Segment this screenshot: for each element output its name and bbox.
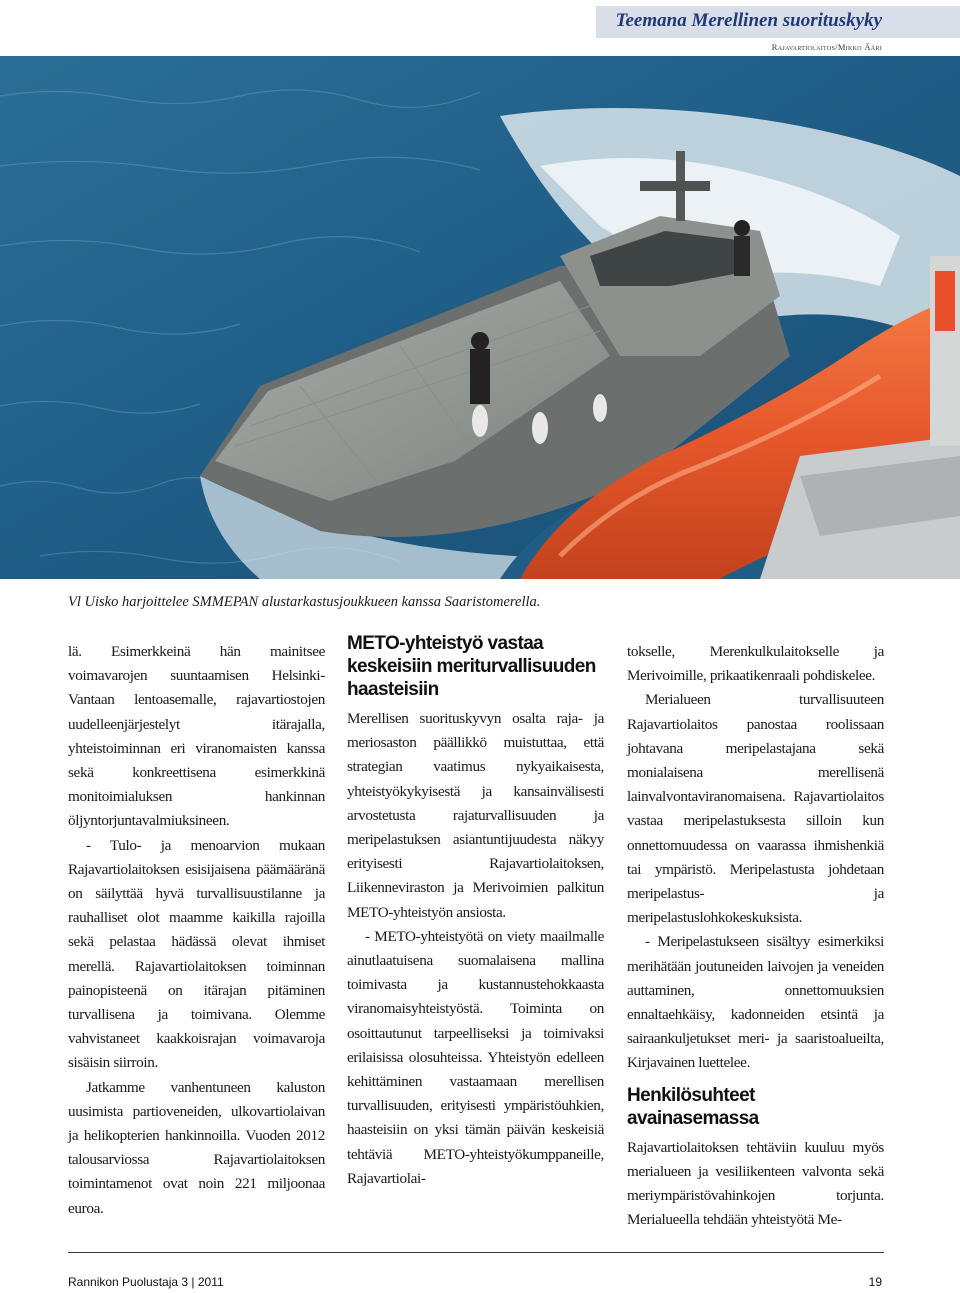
paragraph: Rajavartiolaitoksen tehtäviin kuuluu myös merialueen ja vesiliikenteen valvonta sekä meriympäristövahinkojen torjunta. Merialueella tehdään yhteistyötä Me- (627, 1138, 884, 1229)
paragraph: lä. Esimerkkeinä hän mainitsee voimavarojen suuntaamisen Helsinki-Vantaan lentoasemalle, rajavartiostojen uudelleenjärjestelyt itärajalla, yhteistoiminnan eri viranomaisten kanssa sekä konkreettisena esimerkkinä monitoimialuksen hankinnan öljyntorjuntavalmiuksineen. (68, 643, 325, 830)
paragraph: Merialueen turvallisuuteen Rajavartiolaitos panostaa roolissaan johtavana meripelastajana sekä monialaisena merellisenä lainvalvontaviranomaisena. Rajavartiolaitos vastaa meripelastuksesta silloin kun onnettomuudessa on vaarassa ihmishenkiä tai ympäristö. Meripelastusta johdetaan meripelastus- ja meripelastuslohkokeskuksista. (627, 691, 884, 927)
article-column-1 (68, 640, 325, 1221)
publication-info: Rannikon Puolustaja 3 | 2011 (68, 1275, 224, 1289)
photo-credit: Rajavartiolaitos/Mikko Ääri (771, 42, 882, 52)
paragraph: - METO-yhteistyötä on viety maailmalle ainutlaatuisena suomalaisena mallina toimivasta ja kustannustehokkaasta viranomaisyhteistyöstä. Toiminta on osoittautunut tarpeelliseksi ja toimivaksi erilaisissa olosuhteissa. Yhteistyön edelleen kehittäminen vastaamaan merellisen turvallisuuden, erityisesti ympäristöuhkien, haasteisiin on yksi tämän päivän keskeisiä tehtäviä METO-yhteistyökumppaneille, Rajavartiolai- (347, 927, 604, 1187)
paragraph: Jatkamme vanhentuneen kaluston uusimista partioveneiden, ulkovartiolaivan ja helikopterien hankinnoilla. Vuoden 2012 talousarviossa Rajavartiolaitoksen toimintamenot ovat noin 221 miljoonaa euroa. (68, 1078, 325, 1217)
paragraph: tokselle, Merenkulkulaitokselle ja Merivoimille, prikaatikenraali pohdiskelee. (627, 643, 884, 685)
page-number: 19 (868, 1275, 882, 1289)
section-title: Teemana Merellinen suorituskyky (615, 10, 882, 31)
paragraph: - Meripelastukseen sisältyy esimerkiksi merihätään joutuneiden laivojen ja veneiden auttaminen, onnettomuuksien ennaltaehkäisy, kadonneiden etsintä ja sairaankuljetukset meri- ja saaristoalueilta, Kirjavainen luettelee. (627, 933, 884, 1072)
article-column-3 (627, 640, 884, 1232)
subheading: Henkilösuhteet avainasemassa (627, 1084, 759, 1129)
paragraph: Merellisen suorituskyvyn osalta raja- ja meriosaston päällikkö muistuttaa, että strategian vaatimus nykyaikaisesta, yhteistyökykyisestä ja kansainvälisesti arvostetusta rajaturvallisuuden ja meripelastuksen asiantuntijuudesta näkyy erityisesti Rajavartiolaitoksen, Liikenneviraston ja Merivoimien palkitun METO-yhteistyön ansiosta. (347, 710, 604, 921)
paragraph: - Tulo- ja menoarvion mukaan Rajavartiolaitoksen esisijaisena päämääränä on säilyttää hyvä turvallisuustilanne ja rauhalliset olot maamme kaikilla rajoilla sekä pelastaa hädässä olevat ihmiset merellä. Rajavartiolaitoksen toiminnan painopisteenä on itärajan pitäminen turvallisena ja toimivana. Olemme vahvistaneet kaakkoisrajan voimavaroja sisäisin siirroin. (68, 836, 325, 1072)
photo-caption: Vl Uisko harjoittelee SMMEPAN alustarkastusjoukkueen kanssa Saaristomerella. (68, 594, 541, 610)
boat-photo (0, 56, 960, 579)
article-column-2 (347, 632, 604, 1191)
footer-divider (68, 1252, 884, 1253)
subheading: METO-yhteistyö vastaa keskeisiin meriturvallisuuden haasteisiin (347, 633, 596, 700)
